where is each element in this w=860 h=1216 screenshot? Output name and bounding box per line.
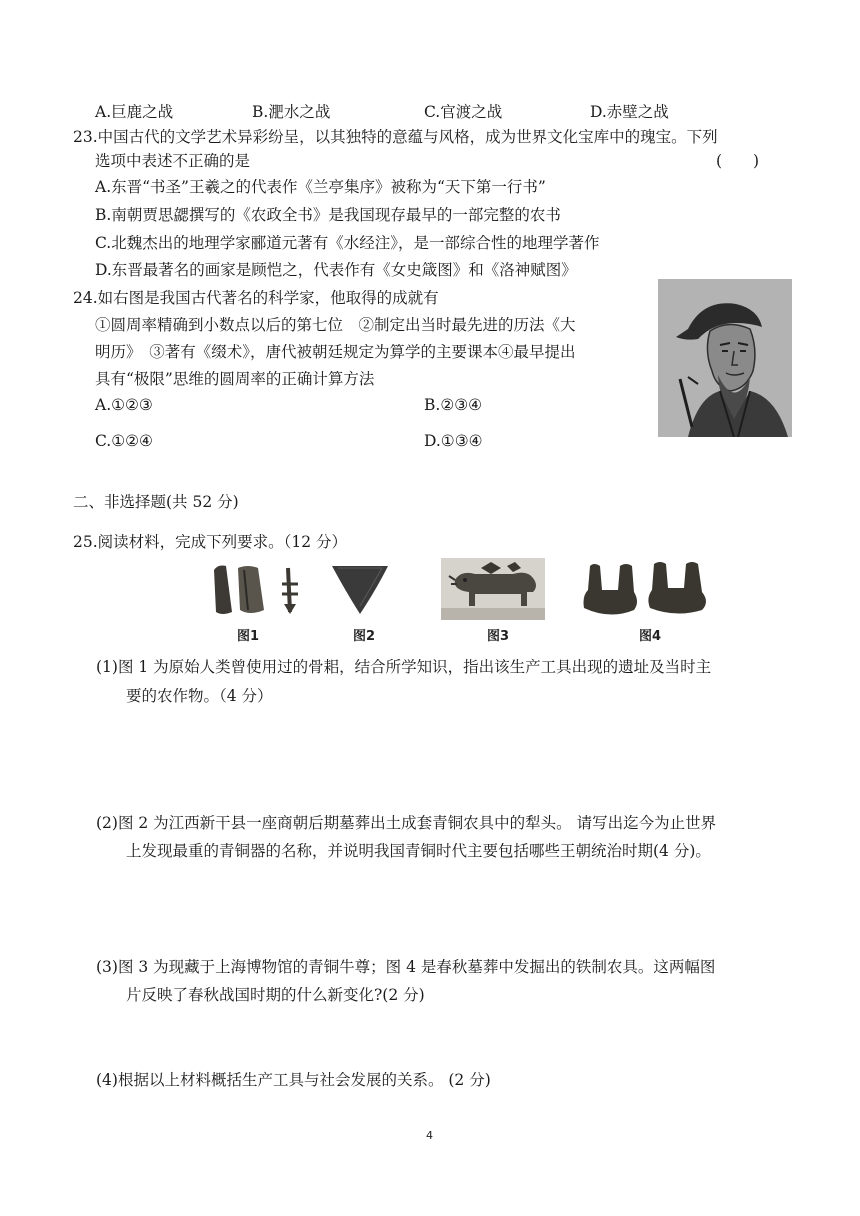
q25-sub3-line1: (3)图 3 为现藏于上海博物馆的青铜牛尊；图 4 是春秋墓葬中发掘出的铁制农具。这两幅图: [96, 958, 716, 976]
q25-stem: 25.阅读材料，完成下列要求。（12 分）: [73, 533, 348, 551]
q24-option-b: B.②③④: [424, 396, 483, 414]
q24-option-c: C.①②④: [95, 432, 153, 450]
q23-stem-line2: 选项中表述不正确的是: [95, 152, 251, 170]
fig2-caption: 图2: [353, 629, 376, 644]
scientist-portrait-image: [658, 279, 792, 437]
q22-option-c: C.官渡之战: [424, 103, 503, 121]
q24-option-d: D.①③④: [424, 432, 483, 450]
q24-stem-line4: 具有“极限”思维的圆周率的正确计算方法: [95, 370, 375, 388]
q25-sub3-line2: 片反映了春秋战国时期的什么新变化?(2 分): [126, 986, 425, 1004]
page-number: 4: [426, 1129, 433, 1142]
q25-sub1-line1: (1)图 1 为原始人类曾使用过的骨耜，结合所学知识，指出该生产工具出现的遗址及当时主: [96, 658, 712, 676]
q24-option-a: A.①②③: [95, 396, 153, 414]
q23-option-c: C.北魏杰出的地理学家郦道元著有《水经注》，是一部综合性的地理学著作: [95, 234, 600, 252]
fig2-bronze-plough-image: [330, 562, 390, 617]
q23-answer-bracket: ( ): [716, 152, 760, 170]
q25-sub1-line2: 要的农作物。（4 分）: [126, 687, 273, 705]
q22-option-a: A.巨鹿之战: [95, 103, 174, 121]
q24-stem-line1: 24.如右图是我国古代著名的科学家，他取得的成就有: [73, 289, 439, 307]
q25-sub2-line1: (2)图 2 为江西新干县一座商朝后期墓葬出土成套青铜农具中的犁头。 请写出迄今为止世界: [96, 814, 717, 832]
q25-sub4-line1: (4)根据以上材料概括生产工具与社会发展的关系。 (2 分): [96, 1071, 491, 1089]
q23-option-d: D.东晋最著名的画家是顾恺之，代表作有《女史箴图》和《洛神赋图》: [95, 261, 577, 279]
section-2-title: 二、非选择题(共 52 分): [73, 493, 239, 511]
q24-stem-line3: 明历》 ③著有《缀术》，唐代被朝廷规定为算学的主要课本④最早提出: [95, 343, 576, 361]
q25-sub2-line2: 上发现最重的青铜器的名称，并说明我国青铜时代主要包括哪些王朝统治时期(4 分)。: [126, 842, 711, 860]
q22-option-d: D.赤壁之战: [590, 103, 669, 121]
fig1-bone-spade-image: [210, 560, 350, 620]
portrait-illustration: [658, 279, 792, 437]
fig1-caption: 图1: [237, 629, 260, 644]
q22-option-b: B.淝水之战: [252, 103, 331, 121]
q24-stem-line2: ①圆周率精确到小数点以后的第七位 ②制定出当时最先进的历法《大: [95, 316, 576, 334]
fig4-caption: 图4: [639, 629, 662, 644]
fig3-bronze-ox-zun-image: [441, 558, 545, 620]
q23-option-a: A.东晋“书圣”王羲之的代表作《兰亭集序》被称为“天下第一行书”: [95, 178, 546, 196]
q23-stem-line1: 23.中国古代的文学艺术异彩纷呈，以其独特的意蕴与风格，成为世界文化宝库中的瑰宝。下列: [73, 128, 718, 146]
fig4-iron-tools-image: [580, 560, 720, 620]
q23-option-b: B.南朝贾思勰撰写的《农政全书》是我国现存最早的一部完整的农书: [95, 206, 561, 224]
fig3-caption: 图3: [487, 629, 510, 644]
